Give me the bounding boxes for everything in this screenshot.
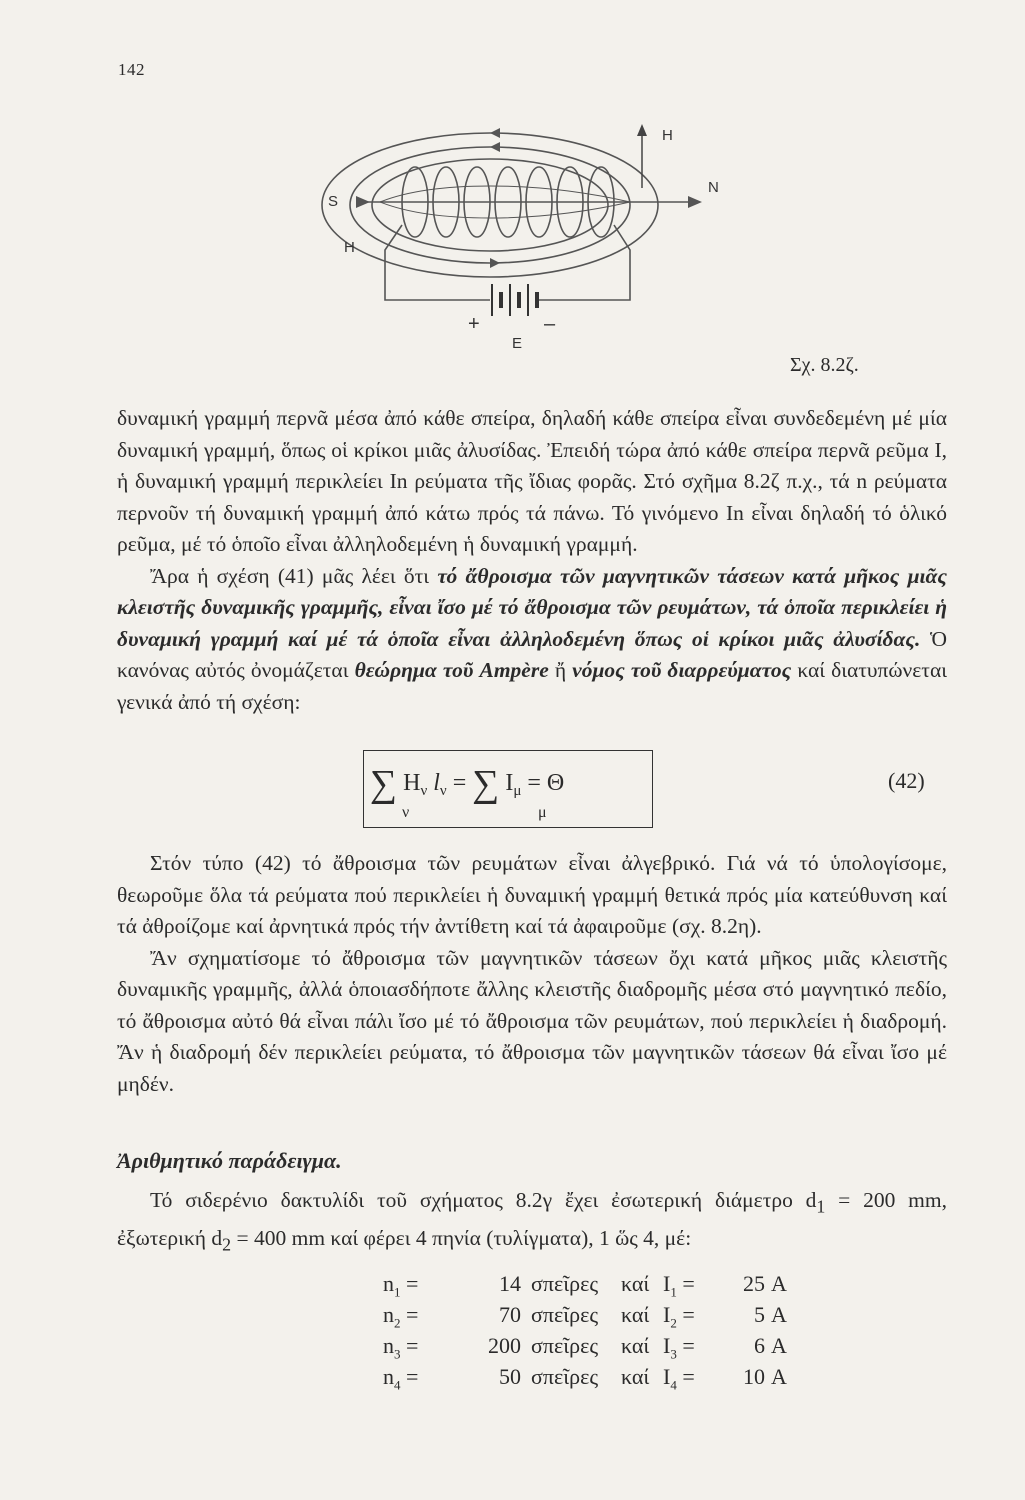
label-n: N — [708, 179, 719, 196]
sigma-index-nu: ν — [402, 804, 410, 821]
and-label: καί — [621, 1364, 650, 1389]
paragraph-3: Στόν τύπο (42) τό ἄθροισμα τῶν ρευμάτων εἶναι ἀλγεβρικό. Γιά νά τό ὑπολογίσομε, θεωροῦμε ὅλα τά ρεύματα πού περικλείει ἡ δυναμική γραμμή θετικά πρός μία κατεύθυνση καί τά ἀθροίζομε καί ἀρνητικά πρός τήν ἀντίθετη καί τά ἀφαιροῦμε (σχ. 8.2η). — [117, 851, 947, 938]
turns-label: σπεῖρες — [531, 1364, 599, 1389]
paragraph-4: Ἄν σχηματίσομε τό ἄθροισμα τῶν μαγνητικῶν τάσεων ὄχι κατά μῆκος μιᾶς κλειστῆς δυναμικῆς γραμμῆς, ἀλλά ὁποιασδήποτε ἄλλης κλειστῆς διαδρομῆς μέσα στό μαγνητικό πεδίο, τό ἄθροισμα αὐτό θά εἶναι πάλι ἴσο μέ τό ἄθροισμα τῶν ρευμάτων, πού περικλείει ἡ διαδρομή. Ἄν ἡ διαδρομή δέν περικλείει ρεύματα, τό ἄθροισμα τῶν μαγνητικῶν τάσεων θά εἶναι ἴσο μέ μηδέν. — [117, 945, 947, 1096]
formula-h: H — [403, 770, 421, 796]
turns-label: σπεῖρες — [531, 1302, 599, 1327]
formula-i-sub: μ — [513, 783, 522, 799]
p2-mid2: ἤ — [548, 658, 573, 682]
turns-label: σπεῖρες — [531, 1333, 599, 1358]
equation-number: (42) — [888, 768, 925, 793]
turns-value: 200 — [488, 1333, 521, 1358]
unit-label: A — [771, 1271, 787, 1296]
label-minus: – — [544, 313, 556, 335]
turns-value: 14 — [499, 1271, 521, 1296]
p5-end: = 400 mm καί φέρει 4 πηνία (τυλίγματα), 1 ὥς 4, μέ: — [231, 1225, 692, 1250]
sigma-1: ∑ — [370, 763, 398, 805]
label-h-bottom: H — [344, 239, 355, 256]
body-text-block-2 — [117, 848, 947, 1100]
formula-h-sub: ν — [420, 783, 428, 799]
label-s: S — [328, 193, 339, 210]
battery-symbol — [492, 284, 537, 316]
solenoid-figure — [300, 110, 740, 360]
n-symbol: $n_4$ = — [383, 1364, 419, 1393]
current-value: 6 — [754, 1333, 765, 1358]
formula-42 — [370, 762, 564, 806]
i-symbol: $I_2$ = — [663, 1302, 695, 1331]
formula-l-sub: ν — [439, 783, 447, 799]
current-law-term: νόμος τοῦ διαρρεύματος — [572, 658, 792, 682]
formula-i: I — [505, 770, 514, 796]
n-symbol: $n_3$ = — [383, 1333, 419, 1362]
paragraph-2 — [117, 561, 947, 719]
p2-end: καί διατυπώνεται γενικά ἀπό τή σχέση: — [117, 658, 947, 714]
i-symbol: $I_3$ = — [663, 1333, 695, 1362]
paragraph-5 — [117, 1185, 947, 1261]
sigma-2: ∑ — [472, 763, 500, 805]
north-arrow — [688, 196, 702, 208]
p2-mid: Ὁ κανόνας αὐτός ὀνομάζεται — [117, 626, 947, 682]
sigma-index-mu: μ — [538, 804, 547, 821]
i-symbol: $I_4$ = — [663, 1364, 695, 1393]
current-value: 10 — [743, 1364, 765, 1389]
label-h-top: H — [662, 127, 673, 144]
section-heading: Ἀριθμητικό παράδειγμα. — [117, 1148, 342, 1173]
unit-label: A — [771, 1333, 787, 1358]
body-text-block-3 — [117, 1185, 947, 1261]
turns-value: 50 — [499, 1364, 521, 1389]
i-symbol: $I_1$ = — [663, 1271, 695, 1300]
n-symbol: $n_2$ = — [383, 1302, 419, 1331]
paragraph-1: δυναμική γραμμή περνᾶ μέσα ἀπό κάθε σπείρα, δηλαδή κάθε σπείρα εἶναι συνδεδεμένη μέ μία δυναμική γραμμή, ὅπως οἱ κρίκοι μιᾶς ἀλυσίδας. Ἐπειδή τώρα ἀπό κάθε σπείρα περνᾶ ρεῦμα I, ἡ δυναμική γραμμή περικλείει In ρεύματα τῆς ἴδιας φορᾶς. Στό σχῆμα 8.2ζ π.χ., τά n ρεύματα περνοῦν τή δυναμική γραμμή ἀπό κάτω πρός τά πάνω. Τό γινόμενο In εἶναι δηλαδή τό ὁλικό ρεῦμα, μέ τό ὁποῖο εἶναι ἀλληλοδεμένη ἡ δυναμική γραμμή. — [117, 406, 947, 556]
n-symbol: $n_1$ = — [383, 1271, 419, 1300]
p5-start: Τό σιδερένιο δακτυλίδι τοῦ σχήματος 8.2γ ἔχει ἐσωτερική διάμετρο d — [150, 1188, 817, 1212]
page-number: 142 — [118, 60, 145, 79]
formula-l: l — [433, 770, 440, 796]
ampere-statement: τό ἄθροισμα τῶν μαγνητικῶν τάσεων κατά μῆκος μιᾶς κλειστῆς δυναμικῆς γραμμῆς, εἶναι ἴσο μέ τό ἄθροισμα τῶν ρευμάτων, τά ὁποῖα περικλείει ἡ δυναμική γραμμή καί μέ τά ὁποῖα εἶναι ἀλληλοδεμένη ὅπως οἱ κρίκοι μιᾶς ἀλυσίδας. — [117, 563, 947, 651]
p2-start: Ἄρα ἡ σχέση (41) μᾶς λέει ὅτι — [150, 563, 438, 588]
figure-caption: Σχ. 8.2ζ. — [790, 354, 859, 376]
ampere-theorem-term: θεώρημα τοῦ Ampère — [354, 658, 549, 682]
turns-value: 70 — [499, 1302, 521, 1327]
label-battery-e: E — [512, 335, 523, 352]
unit-label: A — [771, 1302, 787, 1327]
body-text-block-1 — [117, 403, 947, 718]
lead-right — [538, 225, 630, 300]
p5-mid: = 200 mm, ἐξωτερική d — [117, 1188, 947, 1250]
formula-eq2: = Θ — [521, 770, 565, 796]
label-plus: + — [468, 313, 480, 335]
unit-label: A — [771, 1364, 787, 1389]
formula-eq1: = — [446, 770, 473, 796]
and-label: καί — [621, 1271, 650, 1296]
and-label: καί — [621, 1302, 650, 1327]
and-label: καί — [621, 1333, 650, 1358]
p5-sub1: 1 — [816, 1196, 826, 1217]
p5-sub2: 2 — [222, 1234, 232, 1255]
current-value: 5 — [754, 1302, 765, 1327]
turns-label: σπεῖρες — [531, 1271, 599, 1296]
current-value: 25 — [743, 1271, 765, 1296]
